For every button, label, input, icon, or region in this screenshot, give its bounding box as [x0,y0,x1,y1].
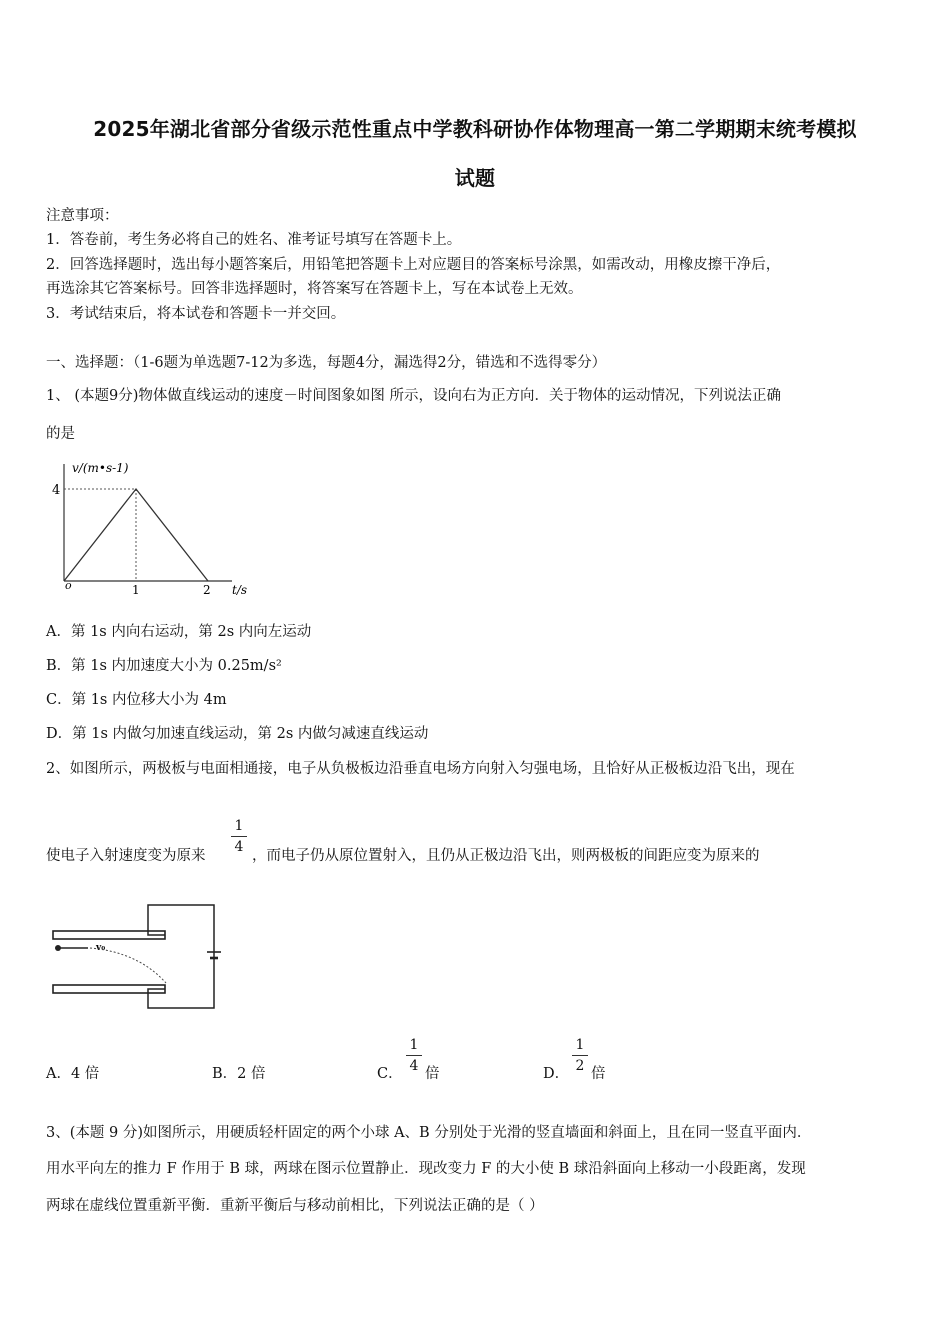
fraction-denominator: 2 [575,1058,585,1074]
fraction-bar [231,836,247,837]
q1-stem: 1、 (本题9分)物体做直线运动的速度－时间图象如图 所示，设向右为正方向．关于物体的运动情况，下列说法正确 [46,388,781,404]
notice-item-3: 3．考试结束后，将本试卷和答题卡一并交回。 [46,306,346,322]
x-axis-label: t/s [232,583,248,597]
page-title-line2: 试题 [454,166,496,190]
y-tick-4: 4 [52,483,61,498]
notice-heading: 注意事项： [46,208,119,224]
notice-item-2b: 再选涂其它答案标号。回答非选择题时，将答案写在答题卡上，写在本试卷上无效。 [46,281,583,297]
y-axis-label: v/(m•s-1) [72,461,129,475]
section-heading: 一、选择题：（1-6题为单选题7-12为多选，每题4分，漏选得2分，错选和不选得零分） [46,355,607,371]
electron [55,945,61,951]
fraction-denominator: 4 [409,1058,419,1074]
q2-option-b[interactable]: B．2 倍 [212,1066,266,1082]
q2-option-d-unit: 倍 [591,1066,606,1082]
q1-option-a[interactable]: A．第 1s 内向右运动，第 2s 内向左运动 [46,624,312,640]
q2-stem-cont-post: ，而电子仍从原位置射入，且仍从正极边沿飞出，则两极板的间距应变为原来的 [252,848,760,864]
q3-stem: 3、(本题 9 分)如图所示，用硬质轻杆固定的两个小球 A、B 分别处于光滑的竖直墙面和斜面上，且在同一竖直平面内． [46,1125,812,1141]
page-title: 2025年湖北省部分省级示范性重点中学教科研协作体物理高一第二学期期末统考模拟 [93,117,857,141]
fraction-numerator: 1 [575,1037,585,1053]
q2-option-c-label: C． [377,1066,403,1082]
q2-option-d-fraction [572,1036,588,1075]
notice-item-2a: 2．回答选择题时，选出每小题答案后，用铅笔把答题卡上对应题目的答案标号涂黑，如需改动，用橡皮擦干净后， [46,257,781,273]
q2-option-d-label: D． [543,1066,570,1082]
x-tick-2: 2 [203,583,211,597]
q1-vt-graph [44,456,264,604]
q1-stem-cont: 的是 [46,426,75,442]
q2-stem-fraction [231,817,247,856]
q3-stem-cont-2: 两球在虚线位置重新平衡．重新平衡后与移动前相比，下列说法正确的是（ ） [46,1198,544,1214]
fraction-bar [406,1055,422,1056]
q2-option-c-unit: 倍 [425,1066,440,1082]
electron-trajectory [90,948,166,983]
x-tick-1: 1 [132,583,140,597]
q1-option-c[interactable]: C．第 1s 内位移大小为 4m [46,692,227,708]
q2-option-d[interactable] [543,1062,569,1083]
velocity-symbol: v₀ [96,943,106,953]
q1-option-b[interactable]: B．第 1s 内加速度大小为 0.25m/s² [46,658,282,674]
origin-label: o [65,579,72,592]
q2-option-c-fraction [406,1036,422,1075]
q3-stem-cont-1: 用水平向左的推力 F 作用于 B 球，两球在图示位置静止．现改变力 F 的大小使 B 球沿斜面向上移动一小段距离，发现 [46,1161,806,1177]
fraction-bar [572,1055,588,1056]
q2-stem: 2、如图所示，两极板与电面相通接，电子从负极板边沿垂直电场方向射入匀强电场，且恰好从正极板边沿飞出，现在 [46,761,795,777]
q2-capacitor-diagram [48,900,223,1012]
q2-option-c[interactable] [377,1062,403,1083]
notice-item-1: 1．答卷前，考生务必将自己的姓名、准考证号填写在答题卡上。 [46,232,462,248]
fraction-numerator: 1 [234,818,244,834]
fraction-numerator: 1 [409,1037,419,1053]
q2-option-a[interactable]: A．4 倍 [46,1066,100,1082]
fraction-denominator: 4 [234,839,244,855]
q2-stem-cont-pre: 使电子入射速度变为原来 [46,848,206,864]
q1-option-d[interactable]: D．第 1s 内做匀加速直线运动，第 2s 内做匀减速直线运动 [46,726,429,742]
